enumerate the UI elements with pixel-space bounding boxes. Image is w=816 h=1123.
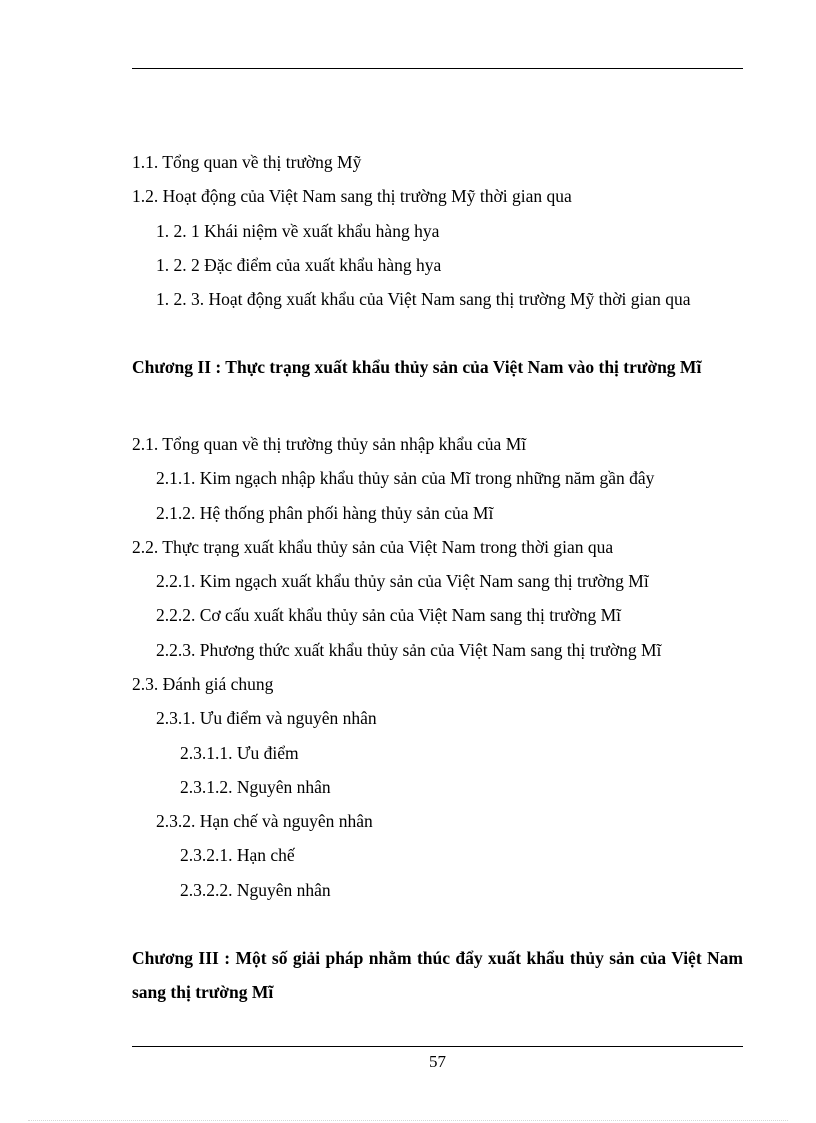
toc-entry-2-1: 2.1. Tổng quan về thị trường thủy sản nhập khẩu của Mĩ bbox=[132, 434, 527, 454]
toc-entry-2-3-2: 2.3.2. Hạn chế và nguyên nhân bbox=[156, 811, 373, 831]
toc-entry-2-2: 2.2. Thực trạng xuất khẩu thủy sản của Việt Nam trong thời gian qua bbox=[132, 537, 614, 557]
toc-entry-2-1-1: 2.1.1. Kim ngạch nhập khẩu thủy sản của Mĩ trong những năm gần đây bbox=[156, 468, 655, 488]
toc-entry-2-3-1-1: 2.3.1.1. Ưu điểm bbox=[180, 743, 299, 763]
toc-entry-2-3-2-1: 2.3.2.1. Hạn chế bbox=[180, 845, 295, 865]
toc-entry-2-3-2-2: 2.3.2.2. Nguyên nhân bbox=[180, 880, 331, 900]
toc-entry-1-2: 1.2. Hoạt động của Việt Nam sang thị trường Mỹ thời gian qua bbox=[132, 186, 572, 206]
toc-entry-2-2-3: 2.2.3. Phương thức xuất khẩu thủy sản của Việt Nam sang thị trường Mĩ bbox=[156, 640, 662, 660]
toc-entry-2-1-2: 2.1.2. Hệ thống phân phối hàng thủy sản của Mĩ bbox=[156, 503, 494, 523]
chapter-2-heading: Chương II : Thực trạng xuất khẩu thủy sản của Việt Nam vào thị trường Mĩ bbox=[132, 357, 702, 377]
toc-entry-2-3-1: 2.3.1. Ưu điểm và nguyên nhân bbox=[156, 708, 377, 728]
toc-entry-1-1: 1.1. Tổng quan về thị trường Mỹ bbox=[132, 152, 362, 172]
page-edge-dots bbox=[28, 1120, 788, 1121]
page-number: 57 bbox=[429, 1052, 446, 1071]
toc-entry-1-2-3: 1. 2. 3. Hoạt động xuất khẩu của Việt Nam sang thị trường Mỹ thời gian qua bbox=[156, 289, 691, 309]
toc-entry-2-2-1: 2.2.1. Kim ngạch xuất khẩu thủy sản của Việt Nam sang thị trường Mĩ bbox=[156, 571, 649, 591]
toc-entry-1-2-2: 1. 2. 2 Đặc điểm của xuất khẩu hàng hya bbox=[156, 255, 442, 275]
chapter-3-heading: Chương III : Một số giải pháp nhằm thúc đẩy xuất khẩu thủy sản của Việt Nam sang thị trường Mĩ bbox=[132, 948, 743, 1002]
toc-entry-2-3-1-2: 2.3.1.2. Nguyên nhân bbox=[180, 777, 331, 797]
toc-entry-1-2-1: 1. 2. 1 Khái niệm về xuất khẩu hàng hya bbox=[156, 221, 440, 241]
footer-rule bbox=[132, 1046, 743, 1047]
toc-entry-2-3: 2.3. Đánh giá chung bbox=[132, 674, 274, 694]
toc-entry-2-2-2: 2.2.2. Cơ cấu xuất khẩu thủy sản của Việt Nam sang thị trường Mĩ bbox=[156, 605, 622, 625]
header-rule bbox=[132, 68, 743, 69]
